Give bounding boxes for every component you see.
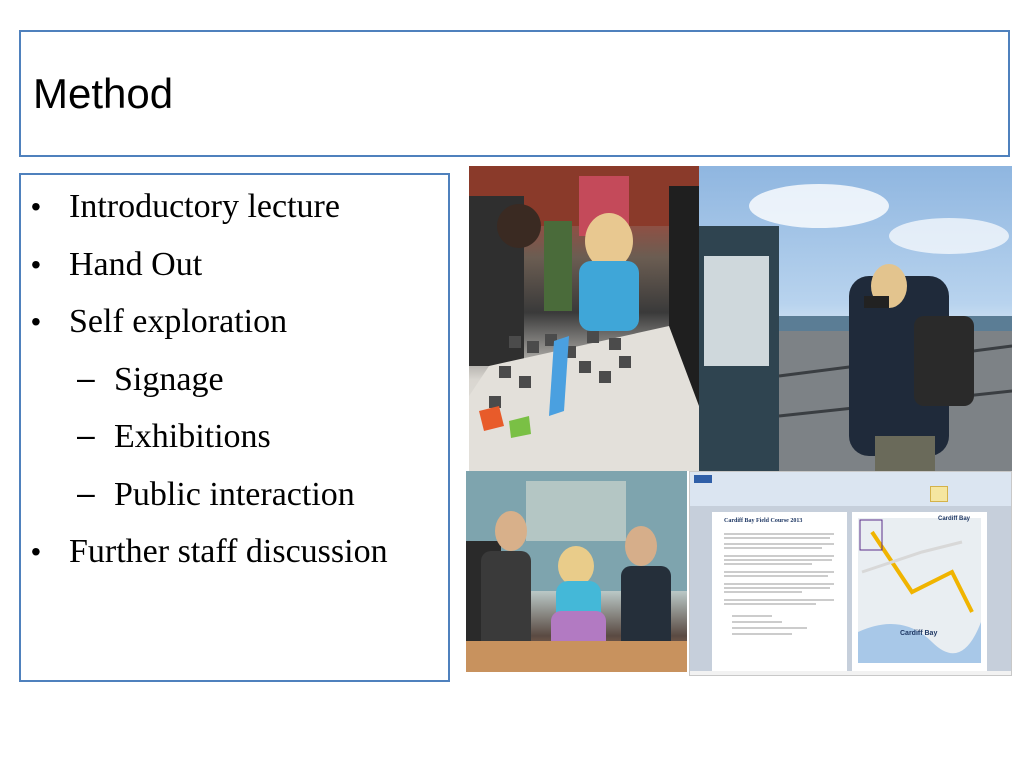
sub-bullet-item	[21, 471, 451, 529]
bullet-text: Public interaction	[114, 475, 355, 513]
exhibition-photo	[466, 471, 687, 672]
document-text-lines	[712, 528, 847, 676]
map-page	[852, 512, 987, 671]
signage-photo	[699, 166, 1012, 471]
sub-bullet-item	[21, 356, 451, 414]
bullet-item	[21, 528, 451, 586]
dash-mark: –	[77, 417, 95, 453]
bullet-list	[21, 183, 451, 586]
slide-title: Method	[33, 70, 174, 117]
dash-mark: –	[77, 359, 95, 396]
bullet-text: Hand Out	[69, 245, 203, 283]
document-area	[690, 506, 1011, 671]
city-model-illustration	[469, 166, 699, 471]
document-page	[712, 512, 847, 671]
bullet-text: Introductory lecture	[69, 188, 340, 225]
bullet-text: Signage	[114, 360, 224, 398]
bullet-text: Self exploration	[69, 303, 288, 340]
bullet-text: Exhibitions	[114, 418, 271, 455]
exhibition-illustration	[466, 471, 687, 672]
bullet-item	[21, 183, 451, 241]
city-model-photo	[469, 166, 699, 471]
body-placeholder	[19, 173, 450, 682]
file-tab	[694, 475, 712, 483]
bullet-text: Further staff discussion	[69, 533, 388, 570]
word-ribbon	[690, 472, 1011, 507]
signage-illustration	[699, 166, 1012, 471]
title-placeholder	[19, 30, 1010, 157]
bullet-mark: •	[31, 536, 41, 567]
map-label: Cardiff Bay	[900, 630, 938, 637]
style-swatch	[930, 486, 948, 502]
sub-bullet-item	[21, 413, 451, 471]
bullet-item	[21, 241, 451, 299]
document-title: Cardiff Bay Field Course 2013	[724, 518, 803, 524]
bullet-mark: •	[31, 306, 41, 337]
cardiff-bay-map	[852, 512, 987, 671]
bullet-mark: •	[31, 248, 41, 280]
handout-screenshot	[689, 471, 1012, 676]
bullet-mark: •	[31, 191, 41, 222]
bullet-item	[21, 298, 451, 356]
dash-mark: –	[77, 474, 95, 511]
map-title: Cardiff Bay	[938, 516, 971, 522]
